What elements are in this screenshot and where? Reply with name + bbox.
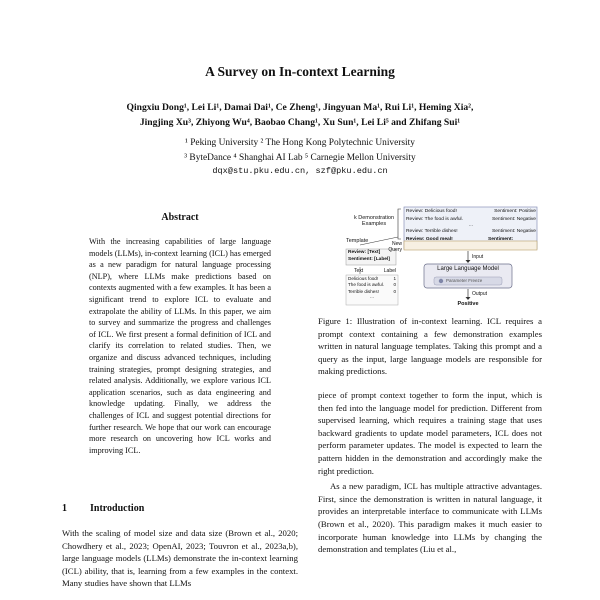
abstract-heading: Abstract (161, 212, 199, 223)
contact-email: dqx@stu.pku.edu.cn, szf@pku.edu.cn (212, 166, 388, 176)
query-sentiment: Sentiment: (488, 236, 514, 242)
demo-ellipsis: ... (468, 223, 474, 228)
section-number: 1 (62, 503, 67, 514)
demo-review: Review: Terrible dishes! (406, 229, 458, 234)
demonstration-rows (406, 208, 536, 243)
table-header (346, 268, 398, 274)
author-list (40, 100, 560, 130)
new-query-label (384, 241, 402, 253)
demo-sentiment: Sentiment: Negative (491, 216, 536, 222)
parameter-freeze-label: Parameter Freeze (446, 278, 483, 283)
demo-row (406, 216, 536, 224)
demo-row (406, 208, 536, 216)
table-body (348, 276, 396, 299)
new-text: New (391, 241, 402, 247)
table-label: 1 (393, 276, 396, 281)
k-demo-text: k Demonstration (353, 215, 395, 221)
template-sentiment: Sentiment: [Label] (348, 256, 390, 262)
table-ellipsis: ... (370, 294, 374, 300)
llm-label: Large Language Model (437, 266, 499, 272)
demo-sentiment: Sentiment: Positive (494, 209, 536, 214)
introduction-text: With the scaling of model size and data size (Brown et al., 2020; Chowdhery et al., 2023; OpenAI, 2023; Touvron et al., 2023a,b), large language models (LLMs) demonstrate the in-context learning (ICL) ability, that is, learning from a few examples in the context. Many studies have shown that LLMs (62, 528, 298, 589)
paragraph-2: As a new paradigm, ICL has multiple attractive advantages. First, since the demonstration is written in natural language, it provides an interpretable interface to communicate with LLMs (Brown et al., 2020). This paradigm makes it much easier to incorporate human knowledge into LLMs by changing the demonstration and templates (Liu et al., (318, 481, 542, 555)
examples-text: Examples (361, 221, 387, 227)
right-column-text (318, 389, 542, 556)
input-arrowhead (466, 260, 471, 263)
demo-review: Review: Delicious food! (406, 209, 457, 214)
query-row (406, 236, 536, 244)
authors-line-1: Qingxiu Dong¹, Lei Li¹, Damai Dai¹, Ce Zheng¹, Jingyuan Ma¹, Rui Li¹, Heming Xia², (126, 102, 474, 113)
k-demonstration-label (350, 215, 398, 227)
label-header: Label (383, 268, 396, 274)
demo-review: Review: The food is awful. (406, 216, 463, 222)
template-label: Template (346, 238, 369, 244)
demonstration-brace (398, 209, 401, 239)
table-label: 0 (393, 288, 396, 294)
abstract-text: With the increasing capabilities of large language models (LLMs), in-context learning (ICL) has emerged as a new paradigm for natural language processing (NLP), where LLMs make predictions based on contexts augmented with a few examples. It has been a significant trend to explore ICL to evaluate and extrapolate the ability of LLMs. In this paper, we aim to survey and summarize the progress and challenges of ICL. We first present a formal definition of ICL and clarify its correlation to related studies. Then, we organize and discuss advanced techniques, including training strategies, prompt designing strategies, and related analysis. Additionally, we explore various ICL application scenarios, such as data engineering and knowledge updating. Finally, we address the challenges of ICL and suggest potential directions for further research. We hope that our work can encourage more research on uncovering how ICL works and improving ICL. (89, 237, 271, 455)
paragraph-1: piece of prompt context together to form the input, which is then fed into the language model for prediction. Different from supervised learning, which requires a training stage that uses backward gradients to update model parameters, ICL does not perform parameter updates. The model is expected to learn the pattern hidden in the demonstration and accordingly make the right prediction. (318, 390, 542, 476)
template-review: Review: [Text] (348, 250, 381, 255)
text-header: Text (354, 268, 364, 274)
demo-row (406, 228, 536, 236)
input-label: Input (472, 254, 484, 260)
section-heading-introduction (62, 503, 144, 514)
paper-title: A Survey on In-context Learning (205, 64, 395, 79)
authors-line-2: Jingjing Xu³, Zhiyong Wu⁴, Baobao Chang¹, Xu Sun¹, Lei Li⁵ and Zhifang Sui¹ (139, 117, 461, 128)
section-title: Introduction (90, 503, 145, 514)
affiliations (40, 136, 560, 166)
affiliation-line-1: ¹ Peking University ² The Hong Kong Polytechnic University (185, 138, 415, 148)
query-text: Query (388, 247, 402, 253)
query-review: Review: Good meal! (406, 236, 453, 242)
figure-1-illustration (318, 205, 542, 313)
snowflake-icon (439, 279, 443, 283)
table-text: Terrible dishes! (348, 288, 379, 294)
output-label: Output (472, 291, 488, 297)
output-arrowhead (466, 297, 471, 300)
table-text: The food is awful. (348, 282, 385, 288)
prediction-label: Positive (457, 301, 479, 307)
figure-1-caption: Figure 1: Illustration of in-context learning. ICL requires a prompt context containing a few demonstration examples written in natural language templates. Taking this prompt and a query as the input, large language models are responsible for making predictions. (318, 316, 542, 377)
table-label: 0 (393, 282, 396, 288)
demo-sentiment: Sentiment: Negative (491, 229, 536, 234)
affiliation-line-2: ³ ByteDance ⁴ Shanghai AI Lab ⁵ Carnegie Mellon University (184, 153, 416, 163)
table-text: Delicious food! (348, 276, 379, 281)
